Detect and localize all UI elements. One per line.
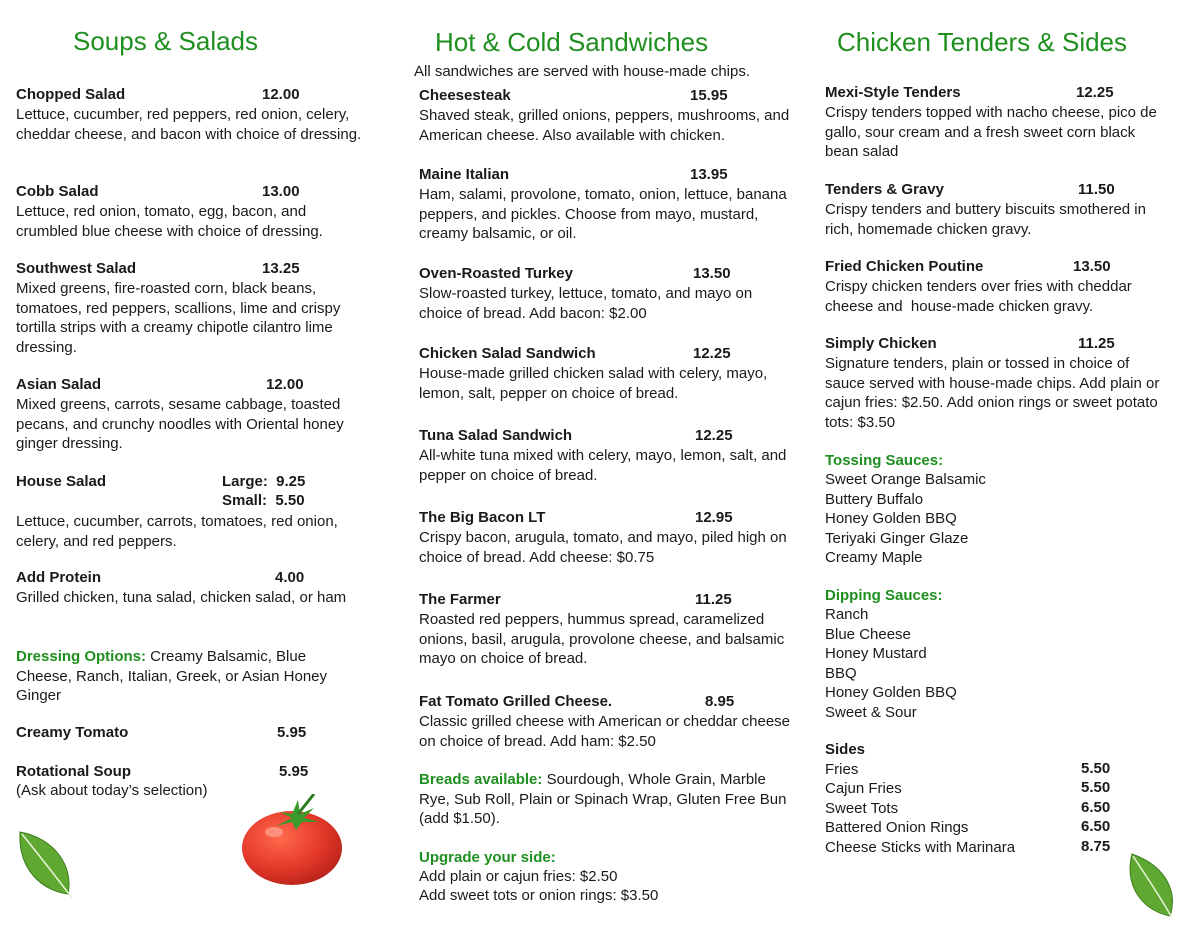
dipping-sauces-list xyxy=(825,605,957,722)
item-name: The Farmer xyxy=(419,591,501,608)
item-price: 15.95 xyxy=(690,87,728,104)
sauce-item: BBQ xyxy=(825,664,857,682)
side-price: 5.50 xyxy=(1081,779,1111,796)
item-name: House Salad xyxy=(16,473,107,490)
sauce-item: Honey Golden BBQ xyxy=(825,510,957,527)
side-price: 6.50 xyxy=(1081,818,1111,835)
item-description: Mixed greens, carrots, sesame cabbage, toasted pecans, and crunchy noodles with Oriental honey ginger dressing. xyxy=(16,396,344,452)
sauce-item: Honey Golden BBQ xyxy=(825,684,957,701)
side-price: 5.50 xyxy=(1081,760,1111,777)
section-title-soups-salads: Soups & Salads xyxy=(73,26,259,56)
item-description: Signature tenders, plain or tossed in choice of sauce served with house-made chips. Add plain or cajun fries: $2.50. Add onion rings or sweet potato tots: $3.50 xyxy=(825,355,1160,431)
item-name: Southwest Salad xyxy=(16,260,137,277)
sauce-item: Buttery Buffalo xyxy=(825,490,924,508)
price-small: Small: 5.50 xyxy=(222,492,305,509)
item-price: 11.50 xyxy=(1078,181,1115,198)
item-price: 5.95 xyxy=(277,724,307,741)
dipping-sauces-label: Dipping Sauces: xyxy=(825,587,943,604)
item-price: 12.25 xyxy=(1076,84,1114,101)
item-description: Crispy bacon, arugula, tomato, and mayo, piled high on choice of bread. Add cheese: $0.75 xyxy=(419,529,787,566)
sauce-item: Blue Cheese xyxy=(825,625,911,643)
side-name: Fries xyxy=(825,761,859,778)
item-description: Roasted red peppers, hummus spread, caramelized onions, basil, arugula, provolone cheese, and balsamic mayo on choice of bread. xyxy=(419,611,785,667)
item-name: Maine Italian xyxy=(419,166,510,183)
dressing-options xyxy=(16,647,361,706)
sauce-item: Sweet Orange Balsamic xyxy=(825,471,986,488)
item-name: Chicken Salad Sandwich xyxy=(419,345,596,362)
side-price: 8.75 xyxy=(1081,838,1111,855)
item-description: Crispy chicken tenders over fries with cheddar cheese and house-made chicken gravy. xyxy=(825,278,1136,315)
section-subtitle: All sandwiches are served with house-made chips. xyxy=(414,63,750,80)
item-description: Lettuce, cucumber, carrots, tomatoes, red onion, celery, and red peppers. xyxy=(16,513,338,550)
item-name: Oven-Roasted Turkey xyxy=(419,265,573,282)
breads-available-text: Sourdough, Whole Grain, Marble Rye, Sub Roll, Plain or Spinach Wrap, Gluten Free Bun (add $1.50). xyxy=(419,771,787,827)
dressing-options-label: Dressing Options: xyxy=(16,648,147,665)
item-description: House-made grilled chicken salad with celery, mayo, lemon, salt, pepper on choice of bread. xyxy=(419,365,768,402)
upgrade-side-line: Add sweet tots or onion rings: $3.50 xyxy=(419,887,659,904)
tossing-sauces-label: Tossing Sauces: xyxy=(825,452,944,469)
sauce-item: Honey Mustard xyxy=(825,645,927,662)
section-title-tenders-sides: Chicken Tenders & Sides xyxy=(837,27,1128,57)
item-name: Tuna Salad Sandwich xyxy=(419,427,573,444)
item-price: 11.25 xyxy=(695,591,732,608)
item-price: 13.95 xyxy=(690,166,728,183)
breads-available-label: Breads available: xyxy=(419,771,543,788)
sides-label: Sides xyxy=(825,741,866,758)
sauce-item: Sweet & Sour xyxy=(825,703,917,721)
item-description: Lettuce, cucumber, red peppers, red onion, celery, cheddar cheese, and bacon with choice of dressing. xyxy=(16,106,362,143)
item-name: Fat Tomato Grilled Cheese. xyxy=(419,693,613,710)
price-large: Large: 9.25 xyxy=(222,473,306,490)
item-price: 13.25 xyxy=(262,260,300,277)
sauce-item: Ranch xyxy=(825,606,869,623)
item-name: Tenders & Gravy xyxy=(825,181,944,198)
item-price: 12.25 xyxy=(695,427,733,444)
leaf-icon xyxy=(1122,852,1178,920)
item-description: Mixed greens, fire-roasted corn, black beans, tomatoes, red peppers, scallions, lime and crispy tortilla strips with a creamy chipotle cilantro lime dressing. xyxy=(16,280,341,356)
item-price: 8.95 xyxy=(705,693,735,710)
item-price: 13.50 xyxy=(693,265,731,282)
item-price: 13.50 xyxy=(1073,258,1111,275)
breads-available xyxy=(419,770,794,829)
item-name: Add Protein xyxy=(16,569,101,586)
item-description: Crispy tenders and buttery biscuits smothered in rich, homemade chicken gravy. xyxy=(825,201,1146,238)
item-name: Chopped Salad xyxy=(16,86,126,103)
item-description: Shaved steak, grilled onions, peppers, mushrooms, and American cheese. Also available with chicken. xyxy=(419,107,790,144)
item-price: 5.95 xyxy=(279,763,309,780)
item-name: Rotational Soup xyxy=(16,763,131,780)
item-description: Grilled chicken, tuna salad, chicken salad, or ham xyxy=(16,589,347,606)
side-name: Sweet Tots xyxy=(825,800,899,817)
item-description: Lettuce, red onion, tomato, egg, bacon, and crumbled blue cheese with choice of dressing. xyxy=(16,203,323,240)
leaf-icon xyxy=(14,828,78,900)
item-name: Fried Chicken Poutine xyxy=(825,258,984,275)
upgrade-side-line: Add plain or cajun fries: $2.50 xyxy=(419,868,618,885)
item-price: 13.00 xyxy=(262,183,300,200)
side-name: Battered Onion Rings xyxy=(825,819,969,836)
item-price: 12.00 xyxy=(262,86,300,103)
item-price: 12.00 xyxy=(266,376,304,393)
item-description: Slow-roasted turkey, lettuce, tomato, and mayo on choice of bread. Add bacon: $2.00 xyxy=(419,285,753,322)
item-description: (Ask about today’s selection) xyxy=(16,782,208,799)
item-name: Asian Salad xyxy=(16,376,102,393)
item-name: The Big Bacon LT xyxy=(419,509,546,526)
item-description: All-white tuna mixed with celery, mayo, lemon, salt, and pepper on choice of bread. xyxy=(419,447,787,484)
side-name: Cajun Fries xyxy=(825,780,902,797)
item-name: Mexi-Style Tenders xyxy=(825,84,961,101)
section-title-sandwiches: Hot & Cold Sandwiches xyxy=(435,27,709,57)
side-price: 6.50 xyxy=(1081,799,1111,816)
item-name: Cobb Salad xyxy=(16,183,99,200)
item-description: Ham, salami, provolone, tomato, onion, lettuce, banana peppers, and pickles. Choose from mayo, mustard, creamy balsamic, or oil. xyxy=(419,186,787,242)
item-description: Classic grilled cheese with American or cheddar cheese on choice of bread. Add ham: $2.50 xyxy=(419,713,791,750)
sauce-item: Teriyaki Ginger Glaze xyxy=(825,529,969,547)
tomato-icon xyxy=(240,794,346,886)
item-name: Simply Chicken xyxy=(825,335,937,352)
item-name: Creamy Tomato xyxy=(16,724,129,741)
side-name: Cheese Sticks with Marinara xyxy=(825,839,1016,856)
item-price: 12.95 xyxy=(695,509,733,526)
item-price: 4.00 xyxy=(275,569,305,586)
item-name: Cheesesteak xyxy=(419,87,511,104)
dressing-options-text: Creamy Balsamic, Blue Cheese, Ranch, Italian, Greek, or Asian Honey Ginger xyxy=(16,648,328,704)
item-description: Crispy tenders topped with nacho cheese, pico de gallo, sour cream and a fresh sweet corn black bean salad xyxy=(825,104,1157,160)
sauce-item: Creamy Maple xyxy=(825,549,923,566)
item-price: 11.25 xyxy=(1078,335,1115,352)
upgrade-side-label: Upgrade your side: xyxy=(419,849,556,866)
tossing-sauces-list xyxy=(825,470,986,568)
item-price: 12.25 xyxy=(693,345,731,362)
